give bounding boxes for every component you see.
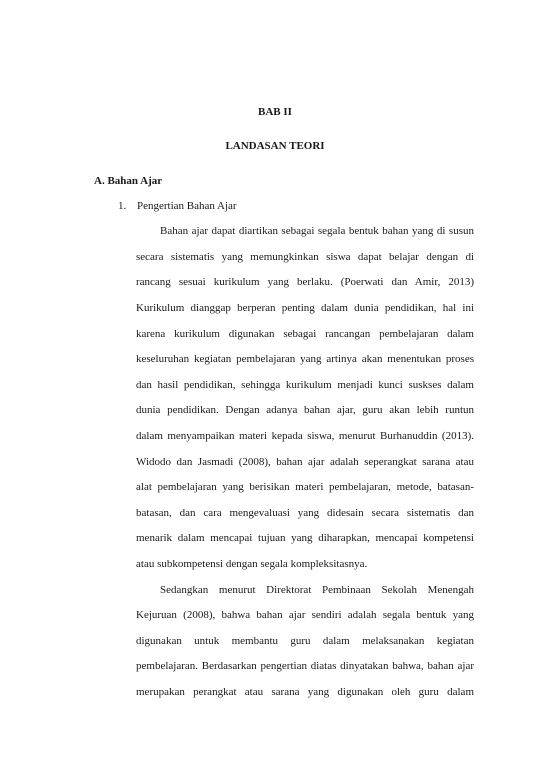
- paragraph-line: alat pembelajaran yang berisikan materi pembelajaran, metode, batasan-: [136, 481, 474, 493]
- paragraph-line: dunia pendidikan. Dengan adanya bahan ajar, guru akan lebih runtun: [136, 404, 474, 416]
- paragraph-line: Bahan ajar dapat diartikan sebagai segala bentuk bahan yang di susun: [160, 225, 474, 237]
- paragraph-line: keseluruhan kegiatan pembelajaran yang artinya akan menentukan proses: [136, 353, 474, 365]
- chapter-title: LANDASAN TEORI: [225, 140, 325, 152]
- section-heading: A. Bahan Ajar: [94, 175, 163, 187]
- paragraph-line: secara sistematis yang memungkinkan siswa dapat belajar dengan di: [136, 251, 474, 263]
- paragraph-line: pembelajaran. Berdasarkan pengertian diatas dinyatakan bahwa, bahan ajar: [136, 660, 474, 672]
- paragraph-line: rancang sesuai kurikulum yang berlaku. (Poerwati dan Amir, 2013): [136, 276, 474, 288]
- paragraph-line: karena kurikulum digunakan sebagai rancangan pembelajaran dalam: [136, 328, 474, 340]
- chapter-number: BAB II: [258, 106, 292, 118]
- paragraph-line: Kurikulum dianggap berperan penting dalam dunia pendidikan, hal ini: [136, 302, 474, 314]
- paragraph-line: batasan, dan cara mengevaluasi yang didesain secara sistematis dan: [136, 507, 474, 519]
- paragraph-line: Widodo dan Jasmadi (2008), bahan ajar adalah seperangkat sarana atau: [136, 456, 474, 468]
- paragraph-line: merupakan perangkat atau sarana yang digunakan oleh guru dalam: [136, 686, 474, 698]
- paragraph-line: menarik dalam mencapai tujuan yang diharapkan, mencapai kompetensi: [136, 532, 474, 544]
- subsection-title: Pengertian Bahan Ajar: [137, 200, 237, 212]
- subsection-number: 1.: [118, 200, 127, 212]
- paragraph-line: digunakan untuk membantu guru dalam melaksanakan kegiatan: [136, 635, 474, 647]
- paragraph-line: dalam menyampaikan materi kepada siswa, menurut Burhanuddin (2013).: [136, 430, 474, 442]
- paragraph-line: atau subkompetensi dengan segala kompleksitasnya.: [136, 558, 368, 570]
- paragraph-line: Kejuruan (2008), bahwa bahan ajar sendiri adalah segala bentuk yang: [136, 609, 474, 621]
- paragraph-line: dan hasil pendidikan, sehingga kurikulum menjadi kunci suskses dalam: [136, 379, 474, 391]
- paragraph-line: Sedangkan menurut Direktorat Pembinaan Sekolah Menengah: [160, 584, 474, 596]
